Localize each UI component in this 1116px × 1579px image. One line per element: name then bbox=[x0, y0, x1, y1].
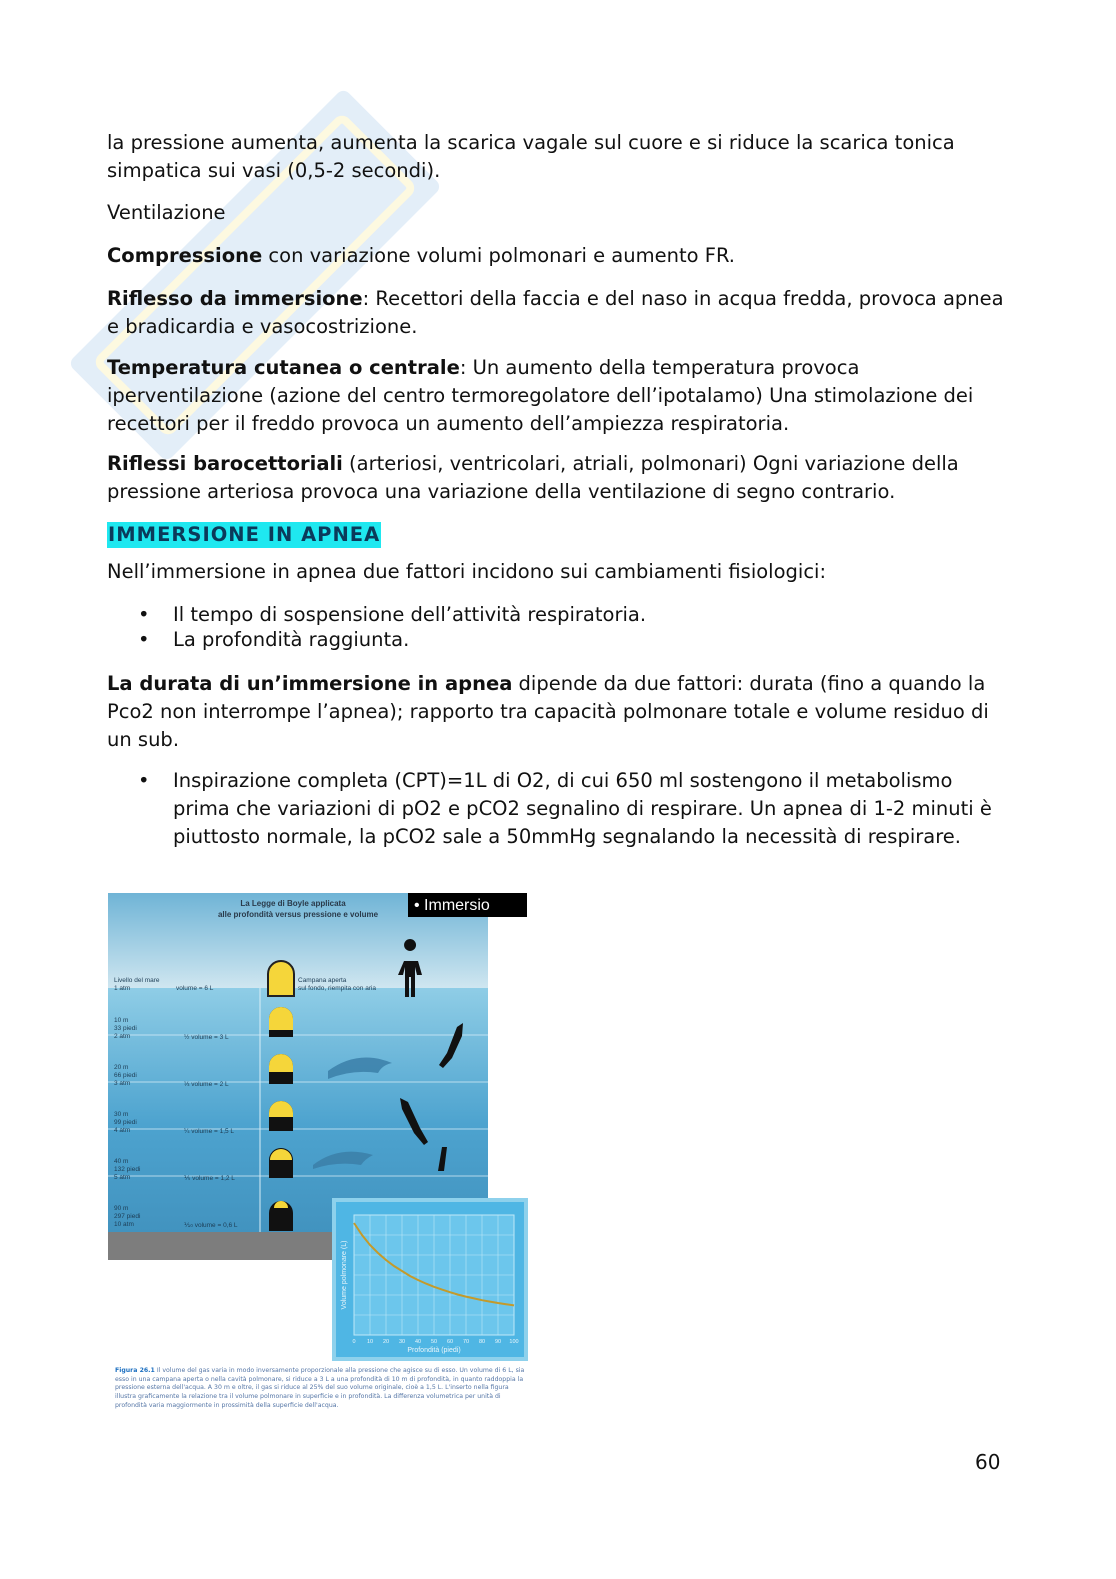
text-compressione: con variazione volumi polmonari e aumento FR. bbox=[262, 244, 736, 267]
level-depth: 90 m bbox=[114, 1205, 129, 1212]
text-temperatura: : Un aumento della temperatura provoca iperventilazione (azione del centro termoregolatore dell’ipotalamo) Una stimolazione dei recettori per il freddo provoca un aumento dell’ampiezza respiratoria. bbox=[107, 356, 974, 435]
list-item: • Inspirazione completa (CPT)=1L di O2, di cui 650 ml sostengono il metabolismo prima che variazioni di pO2 e pCO2 segnalino di respirare. Un apnea di 1-2 minuti è piuttosto normale, la pCO2 sale a 50mmHg segnalando la necessità di respirare. bbox=[107, 767, 1012, 851]
x-tick-label: 90 bbox=[494, 1339, 502, 1345]
subheading-ventilazione: Ventilazione bbox=[107, 201, 226, 224]
level-feet: 33 piedi bbox=[114, 1025, 137, 1032]
x-tick-label: 40 bbox=[414, 1339, 422, 1345]
level-depth: Livello del mare bbox=[114, 977, 160, 984]
level-pressure: 4 atm bbox=[114, 1127, 131, 1134]
level-depth: 10 m bbox=[114, 1017, 129, 1024]
bullet-list-cpt bbox=[107, 767, 1012, 851]
text-barocettoriali: (arteriosi, ventricolari, atriali, polmonari) Ogni variazione della pressione arteriosa provoca una variazione della ventilazione di segno contrario. bbox=[107, 452, 959, 503]
diving-bell-icon bbox=[269, 1201, 293, 1231]
term-barocettoriali: Riflessi barocettoriali bbox=[107, 452, 343, 475]
section-title: IMMERSIONE IN APNEA bbox=[108, 523, 381, 546]
paragraph-text: la pressione aumenta, aumenta la scarica vagale sul cuore e si riduce la scarica tonica simpatica sui vasi (0,5-2 secondi). bbox=[107, 131, 955, 182]
level-depth: 40 m bbox=[114, 1158, 129, 1165]
level-pressure: 5 atm bbox=[114, 1174, 131, 1181]
section-intro bbox=[107, 558, 1012, 586]
paragraph-riflesso bbox=[107, 285, 1012, 341]
bullet-list bbox=[107, 602, 1012, 652]
term-riflesso: Riflesso da immersione bbox=[107, 287, 363, 310]
paragraph-barocettoriali bbox=[107, 450, 1012, 506]
diving-bell-icon bbox=[269, 1148, 293, 1178]
level-pressure: 2 atm bbox=[114, 1033, 131, 1040]
level-pressure: 3 atm bbox=[114, 1080, 131, 1087]
paragraph-compressione bbox=[107, 242, 1012, 270]
paragraph-durata bbox=[107, 670, 1012, 754]
level-pressure: 10 atm bbox=[114, 1221, 134, 1228]
level-pressure: 1 atm bbox=[114, 985, 131, 992]
term-compressione: Compressione bbox=[107, 244, 263, 267]
diving-bell-icon bbox=[269, 1054, 293, 1084]
level-volume: ¼ volume = 1,5 L bbox=[184, 1128, 235, 1135]
boyle-law-figure bbox=[108, 893, 530, 1428]
level-volume: ⅓ volume = 2 L bbox=[184, 1081, 229, 1088]
level-volume: ⅕ volume = 1,2 L bbox=[184, 1175, 235, 1182]
level-feet: 66 piedi bbox=[114, 1072, 137, 1079]
figure-subtitle: alle profondità versus pressione e volume bbox=[217, 910, 379, 919]
slide-badge-label: • Immersio bbox=[414, 897, 490, 914]
diving-bell-icon bbox=[268, 961, 294, 996]
diving-bell-icon bbox=[269, 1007, 293, 1037]
x-tick-label: 30 bbox=[398, 1339, 406, 1345]
figure-title: La Legge di Boyle applicata bbox=[240, 899, 346, 908]
watermark-logo bbox=[20, 40, 490, 510]
figure-caption bbox=[115, 1367, 531, 1411]
paragraph-baroreflex bbox=[107, 129, 1012, 185]
list-item: • Il tempo di sospensione dell’attività respiratoria. bbox=[107, 602, 1012, 627]
bell-note: sul fondo, riempita con aria bbox=[298, 985, 377, 992]
term-temperatura: Temperatura cutanea o centrale bbox=[107, 356, 460, 379]
level-depth: 30 m bbox=[114, 1111, 129, 1118]
boyle-illustration bbox=[108, 893, 530, 1363]
x-tick-label: 50 bbox=[430, 1339, 438, 1345]
level-volume: volume = 6 L bbox=[176, 985, 214, 992]
figure-number: Figura 26.1 bbox=[115, 1367, 155, 1374]
term-durata: La durata di un’immersione in apnea bbox=[107, 672, 513, 695]
text-riflesso: : Recettori della faccia e del naso in acqua fredda, provoca apnea e bradicardia e vasocostrizione. bbox=[107, 287, 1004, 338]
x-tick-label: 100 bbox=[509, 1339, 519, 1345]
bell-note: Campana aperta bbox=[298, 977, 347, 984]
chart-x-label: Profondità (piedi) bbox=[407, 1347, 461, 1354]
diving-bell-icon bbox=[269, 1101, 293, 1131]
x-tick-label: 10 bbox=[366, 1339, 374, 1345]
level-depth: 20 m bbox=[114, 1064, 129, 1071]
paragraph-ventilazione bbox=[107, 199, 1012, 227]
level-volume: ⅒ volume = 0,6 L bbox=[184, 1222, 238, 1229]
level-feet: 132 piedi bbox=[114, 1166, 141, 1173]
intro-text: Nell’immersione in apnea due fattori incidono sui cambiamenti fisiologici: bbox=[107, 560, 827, 583]
x-tick-label: 80 bbox=[478, 1339, 486, 1345]
level-feet: 99 piedi bbox=[114, 1119, 137, 1126]
page-number: 60 bbox=[975, 1450, 1001, 1474]
x-tick-label: 60 bbox=[446, 1339, 454, 1345]
x-tick-label: 0 bbox=[352, 1339, 356, 1345]
figure-caption-text: Il volume del gas varia in modo inversamente proporzionale alla pressione che agisce su di esso. Un volume di 6 L, sia esso in una campana aperta o nella cavità polmonare, si riduce a 3 L a una profondità di 10 m di profondità, in quanto raddoppia la pressione esterna dell'acqua. A 30 m e oltre, il gas si riduce al 25% del suo volume originale, cioè a 1,5 L. L'inserto nella figura illustra graficamente la relazione tra il volume polmonare in superficie e in profondità. La differenza volumetrica per unità di profondità varia maggiormente in prossimità della superficie dell'acqua. bbox=[115, 1367, 525, 1409]
section-heading bbox=[107, 522, 1012, 548]
inset-chart bbox=[332, 1198, 528, 1361]
x-tick-label: 20 bbox=[382, 1339, 390, 1345]
x-tick-label: 70 bbox=[462, 1339, 470, 1345]
level-volume: ½ volume = 3 L bbox=[184, 1034, 229, 1041]
list-item: • La profondità raggiunta. bbox=[107, 627, 1012, 652]
paragraph-temperatura bbox=[107, 354, 1012, 438]
chart-y-label: Volume polmonare (L) bbox=[341, 1240, 348, 1310]
level-feet: 297 piedi bbox=[114, 1213, 141, 1220]
text-durata: dipende da due fattori: durata (fino a quando la Pco2 non interrompe l’apnea); rapporto tra capacità polmonare totale e volume residuo di un sub. bbox=[107, 672, 989, 751]
